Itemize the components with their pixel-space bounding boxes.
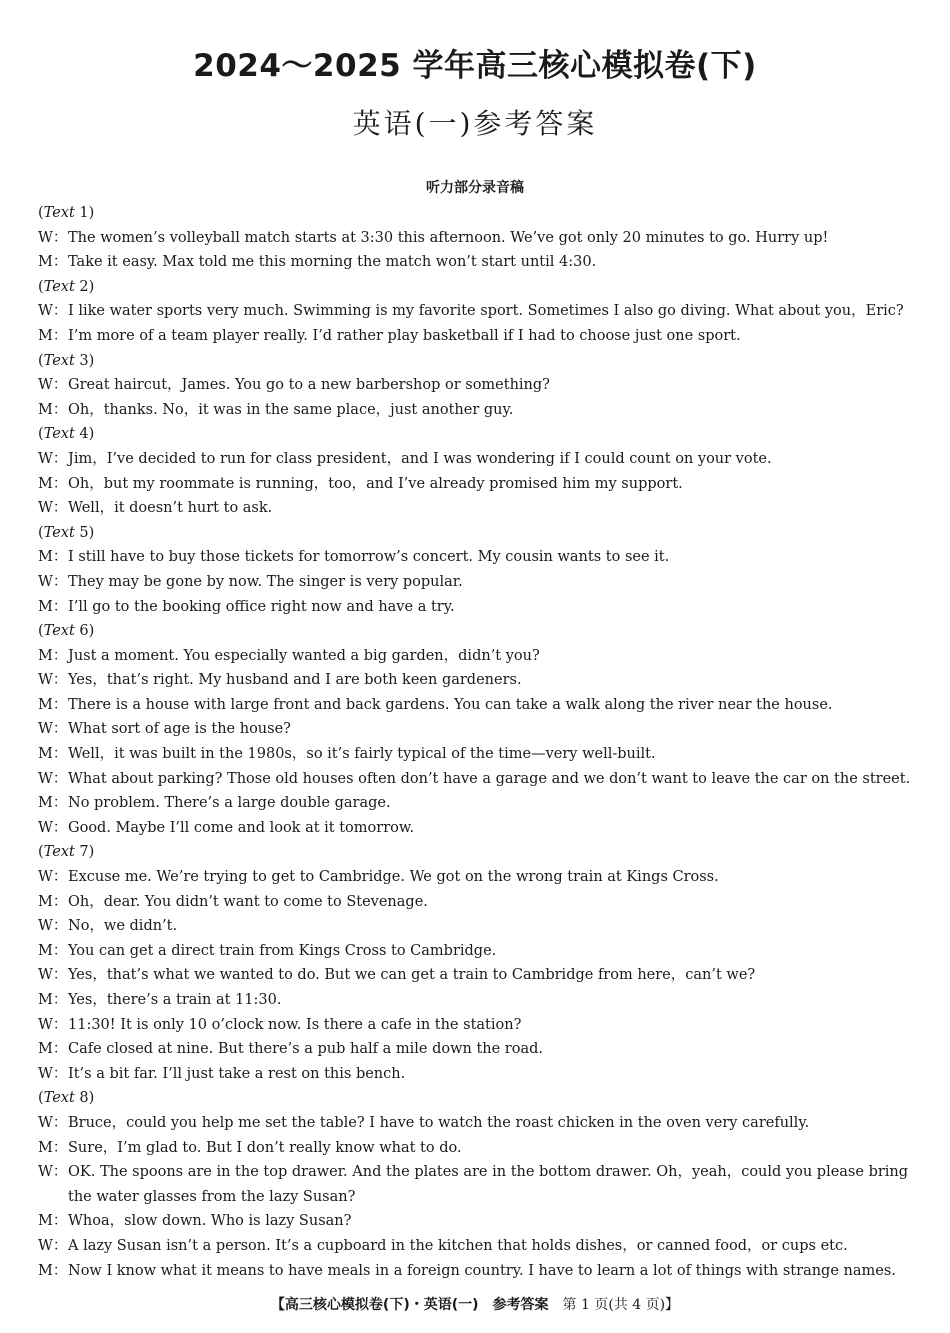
speaker-label: W： xyxy=(38,1114,68,1131)
text-label-open: ( xyxy=(38,1090,44,1107)
dialogue-text: Great haircut，James. You go to a new barbershop or something? xyxy=(68,377,550,394)
speaker-label: M： xyxy=(38,746,68,763)
speaker-label: W： xyxy=(38,918,68,935)
speaker-label: W： xyxy=(38,1016,68,1033)
dialogue-line xyxy=(38,570,918,595)
dialogue-line xyxy=(38,1111,918,1136)
dialogue-text: Yes，that’s what we wanted to do. But we can get a train to Cambridge from here，can’t we? xyxy=(68,967,756,984)
text-label-open: ( xyxy=(38,278,44,295)
dialogue-line xyxy=(38,1259,918,1284)
speaker-label: W： xyxy=(38,869,68,886)
text-label-open: ( xyxy=(38,623,44,640)
page-footer xyxy=(0,1295,950,1315)
dialogue-text: Now I know what it means to have meals in a foreign country. I have to learn a lot of things with strange names. xyxy=(68,1262,896,1279)
speaker-label: M： xyxy=(38,549,68,566)
text-label xyxy=(38,275,918,300)
section-heading: 听力部分录音稿 xyxy=(426,180,524,196)
dialogue-text: I like water sports very much. Swimming is my favorite sport. Sometimes I also go diving. What about you，Eric? xyxy=(68,303,904,320)
text-label xyxy=(38,349,918,374)
text-label xyxy=(38,422,918,447)
dialogue-text: Excuse me. We’re trying to get to Cambridge. We got on the wrong train at Kings Cross. xyxy=(68,869,719,886)
speaker-label: W： xyxy=(38,1065,68,1082)
dialogue-line xyxy=(38,988,918,1013)
text-label-number: 7) xyxy=(74,844,95,861)
text-label-number: 1) xyxy=(74,205,95,221)
text-label-open: ( xyxy=(38,352,44,369)
text-label-word: Text xyxy=(43,524,75,541)
dialogue-line xyxy=(38,226,918,251)
dialogue-line xyxy=(38,1234,918,1259)
dialogue-text: I’m more of a team player really. I’d rather play basketball if I had to choose just one sport. xyxy=(68,327,741,344)
text-label xyxy=(38,201,918,226)
text-label-open: ( xyxy=(38,205,44,221)
page-subtitle: 英语(一)参考答案 xyxy=(352,107,598,140)
dialogue-text: 11:30! It is only 10 o’clock now. Is there a cafe in the station? xyxy=(68,1016,522,1033)
dialogue-line xyxy=(38,865,918,890)
speaker-label: M： xyxy=(38,992,68,1008)
dialogue-text: The women’s volleyball match starts at 3:30 this afternoon. We’ve got only 20 minutes to go. Hurry up! xyxy=(68,229,829,246)
text-label-word: Text xyxy=(43,623,75,640)
dialogue-text: No，we didn’t. xyxy=(68,918,178,935)
speaker-label: M： xyxy=(38,475,68,492)
dialogue-line xyxy=(38,447,918,472)
dialogue-line xyxy=(38,1037,918,1062)
speaker-label: W： xyxy=(38,672,68,689)
dialogue-line xyxy=(38,644,918,669)
dialogue-text: You can get a direct train from Kings Cross to Cambridge. xyxy=(68,942,497,959)
footer-page-number: 第 1 页(共 4 页)】 xyxy=(548,1297,680,1313)
text-label-number: 6) xyxy=(74,623,95,640)
dialogue-line xyxy=(38,963,918,988)
dialogue-text: Jim，I’ve decided to run for class president，and I was wondering if I could count on your vote. xyxy=(68,450,772,467)
speaker-label: M： xyxy=(38,598,68,615)
dialogue-text: Yes，that’s right. My husband and I are both keen gardeners. xyxy=(68,672,522,689)
speaker-label: W： xyxy=(38,819,68,836)
dialogue-text: Well，it was built in the 1980s，so it’s fairly typical of the time—very well-built. xyxy=(68,746,656,763)
dialogue-text: What sort of age is the house? xyxy=(68,721,291,738)
dialogue-line xyxy=(38,890,918,915)
speaker-label: M： xyxy=(38,696,68,713)
dialogue-text: Oh，thanks. No，it was in the same place，just another guy. xyxy=(68,401,514,418)
text-label xyxy=(38,619,918,644)
dialogue-text: Bruce，could you help me set the table? I have to watch the roast chicken in the oven very carefully. xyxy=(68,1114,810,1131)
speaker-label: W： xyxy=(38,967,68,984)
dialogue-text: Take it easy. Max told me this morning the match won’t start until 4:30. xyxy=(68,254,597,271)
text-label-open: ( xyxy=(38,844,44,861)
dialogue-line xyxy=(38,791,918,816)
speaker-label: M： xyxy=(38,942,68,959)
dialogue-text: Oh，but my roommate is running，too，and I’ve already promised him my support. xyxy=(68,475,683,492)
dialogue-line xyxy=(38,324,918,349)
dialogue-line xyxy=(38,1136,918,1161)
speaker-label: W： xyxy=(38,573,68,590)
text-label-word: Text xyxy=(43,1090,75,1107)
dialogue-text: I still have to buy those tickets for tomorrow’s concert. My cousin wants to see it. xyxy=(68,549,670,566)
dialogue-line xyxy=(38,668,918,693)
dialogue-text: Well，it doesn’t hurt to ask. xyxy=(68,500,273,517)
dialogue-line xyxy=(38,767,918,792)
dialogue-text: Whoa，slow down. Who is lazy Susan? xyxy=(68,1213,352,1230)
text-label-number: 8) xyxy=(74,1090,95,1107)
dialogue-line xyxy=(38,1160,918,1209)
dialogue-line xyxy=(38,717,918,742)
speaker-label: W： xyxy=(38,721,68,738)
dialogue-text: Oh，dear. You didn’t want to come to Stevenage. xyxy=(68,893,428,910)
text-label-word: Text xyxy=(43,844,75,861)
dialogue-line xyxy=(38,939,918,964)
dialogue-line xyxy=(38,742,918,767)
dialogue-text: Cafe closed at nine. But there’s a pub half a mile down the road. xyxy=(68,1041,543,1058)
text-label-word: Text xyxy=(43,426,75,443)
dialogue-text: There is a house with large front and back gardens. You can take a walk along the river near the house. xyxy=(68,696,833,713)
speaker-label: W： xyxy=(38,1164,68,1181)
dialogue-text: Just a moment. You especially wanted a big garden，didn’t you? xyxy=(68,647,540,664)
speaker-label: M： xyxy=(38,327,68,344)
dialogue-line xyxy=(38,398,918,423)
dialogue-text: OK. The spoons are in the top drawer. And the plates are in the bottom drawer. Oh，yeah，could you please bring the water glasses from the lazy Susan? xyxy=(68,1164,909,1205)
dialogue-line xyxy=(38,1209,918,1234)
text-label xyxy=(38,840,918,865)
dialogue-line xyxy=(38,496,918,521)
dialogue-text: Sure，I’m glad to. But I don’t really know what to do. xyxy=(68,1139,462,1156)
speaker-label: W： xyxy=(38,303,68,320)
text-label-word: Text xyxy=(43,278,75,295)
speaker-label: M： xyxy=(38,401,68,418)
text-label-open: ( xyxy=(38,524,44,541)
speaker-label: W： xyxy=(38,500,68,517)
dialogue-text: No problem. There’s a large double garage. xyxy=(68,795,391,812)
text-label-number: 4) xyxy=(74,426,95,443)
speaker-label: M： xyxy=(38,647,68,664)
speaker-label: M： xyxy=(38,1262,68,1279)
dialogue-text: It’s a bit far. I’ll just take a rest on this bench. xyxy=(68,1065,406,1082)
speaker-label: W： xyxy=(38,450,68,467)
dialogue-line xyxy=(38,914,918,939)
speaker-label: W： xyxy=(38,770,68,787)
dialogue-line xyxy=(38,595,918,620)
speaker-label: M： xyxy=(38,893,68,910)
dialogue-line xyxy=(38,816,918,841)
dialogue-text: What about parking? Those old houses often don’t have a garage and we don’t want to leave the car on the street. xyxy=(68,770,911,787)
dialogue-line xyxy=(38,1062,918,1087)
speaker-label: M： xyxy=(38,1213,68,1230)
speaker-label: M： xyxy=(38,795,68,812)
text-label-number: 3) xyxy=(74,352,95,369)
speaker-label: M： xyxy=(38,1041,68,1058)
dialogue-text: Yes，there’s a train at 11:30. xyxy=(68,992,282,1008)
speaker-label: W： xyxy=(38,377,68,394)
speaker-label: W： xyxy=(38,229,68,246)
speaker-label: M： xyxy=(38,254,68,271)
text-label-number: 2) xyxy=(74,278,95,295)
dialogue-line xyxy=(38,299,918,324)
dialogue-text: They may be gone by now. The singer is very popular. xyxy=(68,573,463,590)
text-label-number: 5) xyxy=(74,524,95,541)
transcript xyxy=(38,201,918,1283)
dialogue-text: I’ll go to the booking office right now and have a try. xyxy=(68,598,455,615)
dialogue-text: A lazy Susan isn’t a person. It’s a cupboard in the kitchen that holds dishes，or canned food，or cups etc. xyxy=(68,1237,848,1254)
dialogue-line xyxy=(38,250,918,275)
text-label-word: Text xyxy=(43,352,75,369)
text-label-open: ( xyxy=(38,426,44,443)
text-label xyxy=(38,1086,918,1111)
speaker-label: M： xyxy=(38,1139,68,1156)
text-label xyxy=(38,521,918,546)
speaker-label: W： xyxy=(38,1237,68,1254)
page-title: 2024～2025 学年高三核心模拟卷(下) xyxy=(193,48,757,84)
dialogue-line xyxy=(38,1013,918,1038)
dialogue-line xyxy=(38,472,918,497)
dialogue-line xyxy=(38,373,918,398)
text-label-word: Text xyxy=(43,205,75,221)
footer-label: 【高三核心模拟卷(下)・英语(一) 参考答案 xyxy=(270,1297,549,1313)
dialogue-text: Good. Maybe I’ll come and look at it tomorrow. xyxy=(68,819,415,836)
dialogue-line xyxy=(38,545,918,570)
dialogue-line xyxy=(38,693,918,718)
